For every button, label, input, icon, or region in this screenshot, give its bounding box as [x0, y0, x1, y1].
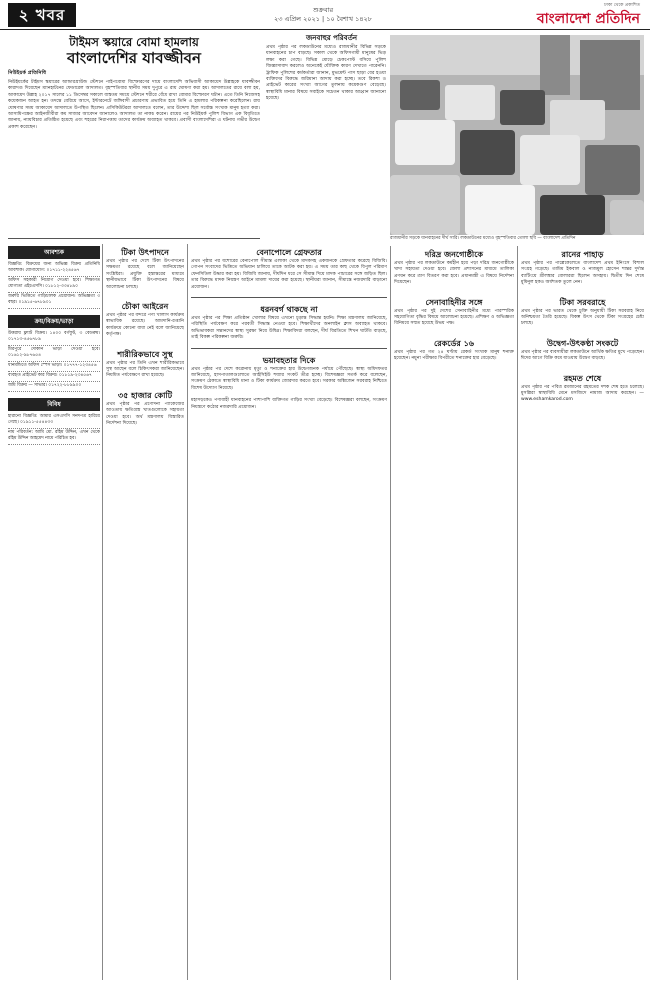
- traffic-body-1: প্রথম পৃষ্ঠার পর লকডাউনের মধ্যেও রাজধানীর বিভিন্ন সড়কে যানবাহনের চাপ বাড়ছে। সকাল থেকে অফিসগামী মানুষের ভিড় লক্ষ্য করা গেছে। বিভিন্ন মোড়ে চেকপোস্ট বসিয়ে পুলিশ জিজ্ঞাসাবাদ করলেও অনেকেই যৌক্তিক কারণ দেখাতে পারেননি। ট্রাফিক পুলিশের কর্মকর্তারা জানান, মুভমেন্ট পাস ছাড়া বের হওয়া ব্যক্তিদের বিরুদ্ধে জরিমানা আদায় করা হচ্ছে। তবে রিকশা ও প্রাইভেট কারের সংখ্যা আগের তুলনায় কয়েকগুণ বেড়েছে। স্বাস্থ্যবিধি মানার বিষয়ে সবাইকে সচেতন থাকার আহ্বান জানানো হয়েছে।: [266, 45, 386, 102]
- divider: [517, 246, 518, 980]
- story-body: প্রথম পৃষ্ঠার পর গত ২৪ ঘণ্টায় রেকর্ড সংখ্যক মানুষ শনাক্ত হয়েছেন। নমুনা পরীক্ষার বিপরীতে শনাক্তের হার বেড়েছে।: [394, 349, 514, 362]
- story-body: প্রথম পৃষ্ঠার পর পবিত্র রমজানের রহমতের দশক শেষ হতে চলেছে। মুসল্লিরা স্বাস্থ্যবিধি মেনে মসজিদে নামাজ আদায় করছেন। — www.eshamkarod.com: [521, 384, 644, 403]
- classified-item: বিজ্ঞপ্তি: বিক্রয়ের জন্য অভিজ্ঞ বিক্রয় প্রতিনিধি আবশ্যক। যোগাযোগ: ০১৭১১-২২৪৫৬৭: [8, 261, 100, 277]
- story-heading: রহমত শেষে: [563, 372, 602, 383]
- classified-item: অফিস সহকারী নিয়োগ দেওয়া হবে। শিক্ষাগত যোগ্যতা এইচএসসি। ০১৮১২-৩৩৪৮৯০: [8, 277, 100, 293]
- classifieds-title-wanted: আবশ্যক: [8, 246, 100, 259]
- divider: [191, 297, 387, 298]
- story-body: প্রথম পৃষ্ঠার পর দুই দেশের সেনাবাহিনীর মধ্যে পারস্পরিক সহযোগিতা বৃদ্ধির বিষয়ে আলোচনা হয়েছে। প্রশিক্ষণ ও অভিজ্ঞতা বিনিময়ে সম্মত হয়েছে উভয় পক্ষ।: [394, 308, 514, 327]
- lead-byline: নিউইয়র্ক প্রতিনিধি: [8, 70, 47, 76]
- story-heading: দরিদ্র জনগোষ্ঠীকে: [424, 249, 483, 259]
- classified-item: উত্তরায় ফ্ল্যাট বিক্রয়। ১৪০০ বর্গফুট, ৩ বেডরুম। ০১৭১৩-৪৫৬৭৮৯: [8, 330, 100, 346]
- classified-item: মিরপুরে দোকান ভাড়া দেওয়া হবে। ০১৬১২-৯৮৭৬৫৪: [8, 346, 100, 362]
- newspaper-logo: [470, 2, 640, 28]
- story-body: মহাসড়কেও পণ্যবাহী যানবাহনের পাশাপাশি ব্যক্তিগত গাড়ির সংখ্যা বেড়েছে। বিশেষজ্ঞরা বলছেন, সংক্রমণ নিয়ন্ত্রণে কঠোর নজরদারি প্রয়োজন।: [191, 398, 387, 410]
- story-body: প্রথম পৃষ্ঠার পর লকডাউনে কর্মহীন হয়ে পড়া দরিদ্র জনগোষ্ঠীকে খাদ্য সহায়তা দেওয়া হবে। জেলা প্রশাসনের মাধ্যমে তালিকা প্রণয়ন করে ত্রাণ বিতরণ করা হবে। প্রধানমন্ত্রী এ বিষয়ে নির্দেশনা দিয়েছেন।: [394, 261, 514, 286]
- story-heading: উদ্বেগ-উৎকণ্ঠা সংকটে: [546, 337, 619, 348]
- classified-item: ব্যবহৃত প্রাইভেট কার বিক্রয়। ০১৮১৯-২৩৪৫৬৭: [8, 372, 100, 382]
- page-number: ২ খবর: [8, 3, 76, 27]
- story-body: প্রথম পৃষ্ঠার পর বন্দরে পণ্য খালাস কার্যক্রম স্বাভাবিক রয়েছে। আমদানি-রপ্তানি কার্যক্রমে কোনো বাধা নেই বলে জানিয়েছে কর্তৃপক্ষ।: [106, 313, 184, 338]
- story-heading: শারীরিকভাবে সুস্থ: [117, 348, 173, 359]
- lead-headline-2: বাংলাদেশির যাবজ্জীবন: [67, 49, 201, 67]
- story-heading: বেনাপোলে গ্রেফতার: [256, 247, 322, 257]
- traffic-photo: [390, 35, 644, 235]
- classified-item: হারানো বিজ্ঞপ্তি: আমার এসএসসি সনদপত্র হারিয়ে গেছে। ০১৯১১-৫৫৪৪৩৩: [8, 413, 100, 429]
- classified-item: নাম পরিবর্তন: আমি মো. রহিম উদ্দিন, এখন থেকে রহিম উদ্দিন আহমেদ নামে পরিচিত হব।: [8, 429, 100, 445]
- divider: [8, 238, 260, 239]
- divider: [390, 246, 391, 980]
- classifieds: [8, 244, 100, 980]
- classified-item: জমি বিক্রয় — সাভার। ০১৭২২-৮৮৯৯০০: [8, 382, 100, 392]
- story-heading: ধরনবর্গ থাকছে না: [260, 304, 318, 315]
- story-body: প্রথম পৃষ্ঠার পর ভারত থেকে চুক্তি অনুযায়ী টিকা সরবরাহ নিয়ে অনিশ্চয়তা তৈরি হয়েছে। বিকল্প উৎস থেকে টিকা সংগ্রহের চেষ্টা চলছে।: [521, 308, 644, 327]
- story-body: প্রথম পৃষ্ঠার পর তিনি এখন শারীরিকভাবে সুস্থ আছেন বলে চিকিৎসকরা জানিয়েছেন। নিয়মিত পর্যবেক্ষণে রাখা হয়েছে।: [106, 360, 184, 379]
- dateline: শুক্রবার ২৩ এপ্রিল ২০২১ | ১০ বৈশাখ ১৪২৮: [273, 6, 372, 23]
- story-heading: রেকর্ডের ১৬: [434, 337, 474, 348]
- logo-text: বাংলাদেশ প্রতিদিন: [536, 11, 640, 27]
- story-heading: সেনাবাহিনীর সঙ্গে: [425, 296, 483, 307]
- story-heading: চৌকা আইরেন: [121, 301, 169, 312]
- story-body: প্রথম পৃষ্ঠার পর ব্যবসায়ীরা লকডাউনে আর্থিক ক্ষতির মুখে পড়েছেন। ঈদের আগে বিক্রি কমে যাওয়ায় উদ্বেগ বাড়ছে।: [521, 349, 644, 362]
- lead-body: নিউইয়র্কের টাইমস স্কয়ারের আন্ডারগ্রাউন্ড স্টেশনে পাইপবোমা বিস্ফোরণের দায়ে বাংলাদেশি অভিবাসী আকায়েদ উল্লাহকে যাবজ্জীবন কারাদণ্ড দিয়েছেন ম্যানহাটনের ফেডারেল আদালত। বৃহস্পতিবার স্থানীয় সময় দুপুরে এ রায় ঘোষণা করা হয়। আদালতের রায়ে বলা হয়, আকায়েদ উল্লাহ ২০১৭ সালের ১১ ডিসেম্বর সকালে ব্যস্ততম সময়ে স্টেশনে শরীরে বেঁধে রাখা বোমার বিস্ফোরণ ঘটান। এতে তিনি নিজেসহ কয়েকজন আহত হন। তদন্তে বেরিয়ে আসে, ইন্টারনেটে জঙ্গিবাদী প্রচারণায় প্রভাবিত হয়ে তিনি এ হামলার পরিকল্পনা করেছিলেন। রায় ঘোষণার সময় আকায়েদ আদালতে উপস্থিত ছিলেন। প্রসিকিউটররা আদালতে বলেন, তার উদ্দেশ্য ছিল সর্বোচ্চ সংখ্যক মানুষ হত্যা করা। আসামিপক্ষের আইনজীবীরা কম সাজার আবেদন জানালেও আদালত তা নাকচ করেন। রায়ের পর নিউইয়র্ক পুলিশ বিভাগ এক বিবৃতিতে জানায়, ন্যায়বিচার প্রতিষ্ঠিত হয়েছে এবং শহরের নিরাপত্তায় তাদের কার্যক্রম অব্যাহত থাকবে। প্রবাসী বাংলাদেশিরা এ ঘটনায় গভীর উদ্বেগ প্রকাশ করেছেন।: [8, 80, 260, 130]
- story-heading: ভয়াবহতার দিকে: [262, 354, 316, 365]
- classifieds-title-sale: ক্রয়/বিক্রয়/ভাড়া: [8, 315, 100, 328]
- traffic-kicker: জনবাহুর পরিবর্তন: [306, 33, 358, 42]
- lead-story: [8, 33, 260, 238]
- masthead: [0, 0, 650, 30]
- story-body: প্রথম পৃষ্ঠার পর দেশে টিকা উৎপাদনের সক্ষমতা রয়েছে বলে জানিয়েছেন সংশ্লিষ্টরা। প্রযুক্তি হস্তান্তরের মাধ্যমে স্থানীয়ভাবে টিকা উৎপাদনের বিষয়ে আলোচনা চলছে।: [106, 259, 184, 290]
- classified-item: জরুরি ভিত্তিতে গাড়িচালক প্রয়োজন। অভিজ্ঞতা ৩ বছর। ০১৯১৫-৬৭৮৯০১: [8, 293, 100, 309]
- left-news-column: [106, 244, 184, 980]
- story-body: প্রথম পৃষ্ঠার পর শিক্ষা প্রতিষ্ঠান খোলার বিষয়ে এখনো চূড়ান্ত সিদ্ধান্ত হয়নি। শিক্ষা মন্ত্রণালয় জানিয়েছে, পরিস্থিতি পর্যবেক্ষণ করে পরবর্তী সিদ্ধান্ত নেওয়া হবে। শিক্ষার্থীদের অনলাইন ক্লাস অব্যাহত থাকবে। অভিভাবকরা সন্তানদের স্বাস্থ্য সুরক্ষা নিয়ে উদ্বিগ্ন। শিক্ষাবিদরা বলছেন, দীর্ঘ বিরতিতে শিখন ঘাটতি বাড়ছে, তাই বিকল্প পরিকল্পনা জরুরি।: [191, 316, 387, 341]
- right-news-column-a: [394, 246, 514, 980]
- right-news-column-b: [521, 246, 644, 980]
- divider: [102, 244, 103, 980]
- middle-news-column: [191, 244, 387, 980]
- divider: [187, 244, 188, 980]
- divider: [191, 348, 387, 349]
- classifieds-title-misc: বিবিধ: [8, 398, 100, 411]
- story-heading: টিকা সরবরাহে: [559, 296, 606, 307]
- story-heading: টিকা উৎপাদনে: [121, 247, 169, 257]
- story-body: প্রথম পৃষ্ঠার পর পাল্লেকেলেতে বাংলাদেশ প্রথম ইনিংসে বিশাল সংগ্রহ গড়েছে। তামিম ইকবাল ও নাজমুল হোসেন শান্তর দুর্দান্ত ব্যাটিংয়ে শ্রীলঙ্কার বোলাররা ছিলেন অসহায়। দ্বিতীয় দিন শেষে মুমিনুল হকও অর্ধশতক তুলে নেন।: [521, 261, 644, 286]
- story-heading: ৩৫ হাজার কোটি: [117, 389, 173, 400]
- story-body: প্রথম পৃষ্ঠার পর যশোরের বেনাপোল সীমান্ত এলাকা থেকে মাদকসহ একজনকে গ্রেফতার করেছে বিজিবি। গোপন সংবাদের ভিত্তিতে অভিযান চালিয়ে তাকে আটক করা হয়। এ সময় তার কাছ থেকে বিপুল পরিমাণ ফেনসিডিল উদ্ধার করা হয়। বিজিবি জানায়, দীর্ঘদিন ধরে সে সীমান্ত দিয়ে মাদক পাচারের সঙ্গে জড়িত ছিল। তার বিরুদ্ধে মাদক নিয়ন্ত্রণ আইনে মামলা দায়ের করা হয়েছে। স্থানীয়রা জানান, সীমান্তে নজরদারি বাড়ানো প্রয়োজন।: [191, 259, 387, 290]
- classified-item: ধানমন্ডিতে অফিস স্পেস ভাড়া। ০১৭৭৭-১২৩৪৫৬: [8, 362, 100, 372]
- story-body: প্রথম পৃষ্ঠার পর প্রণোদনা প্যাকেজের আওতায় ক্ষতিগ্রস্ত খাতগুলোকে সহায়তা দেওয়া হবে। অর্থ মন্ত্রণালয় বিস্তারিত নির্দেশনা দিয়েছে।: [106, 401, 184, 427]
- story-body: প্রথম পৃষ্ঠার পর দেশে করোনায় মৃত্যু ও শনাক্তের হার উদ্বেগজনক পর্যায়ে পৌঁছেছে। স্বাস্থ্য অধিদফতর জানিয়েছে, হাসপাতালগুলোতে আইসিইউ শয্যার সংকট তীব্র হচ্ছে। বিশেষজ্ঞরা সতর্ক করে বলেছেন, সংক্রমণ ঠেকাতে স্বাস্থ্যবিধি মানা ও টিকা কার্যক্রম জোরদার করতে হবে। সরকার অক্সিজেন সরবরাহ নিশ্চিতে বিশেষ উদ্যোগ নিয়েছে।: [191, 366, 387, 391]
- story-heading: রানের পাহাড়: [561, 249, 604, 259]
- logo-tagline: ঢাকা থেকে প্রকাশিত: [604, 3, 640, 8]
- traffic-photo-caption: রাজধানীর সড়কে যানবাহনের দীর্ঘ সারি। লকডাউনের মধ্যেও বৃহস্পতিবার তোলা ছবি — বাংলাদেশ প্রতিদিন: [390, 236, 576, 241]
- lead-headline-1: টাইমস স্কয়ারে বোমা হামলায়: [69, 35, 199, 49]
